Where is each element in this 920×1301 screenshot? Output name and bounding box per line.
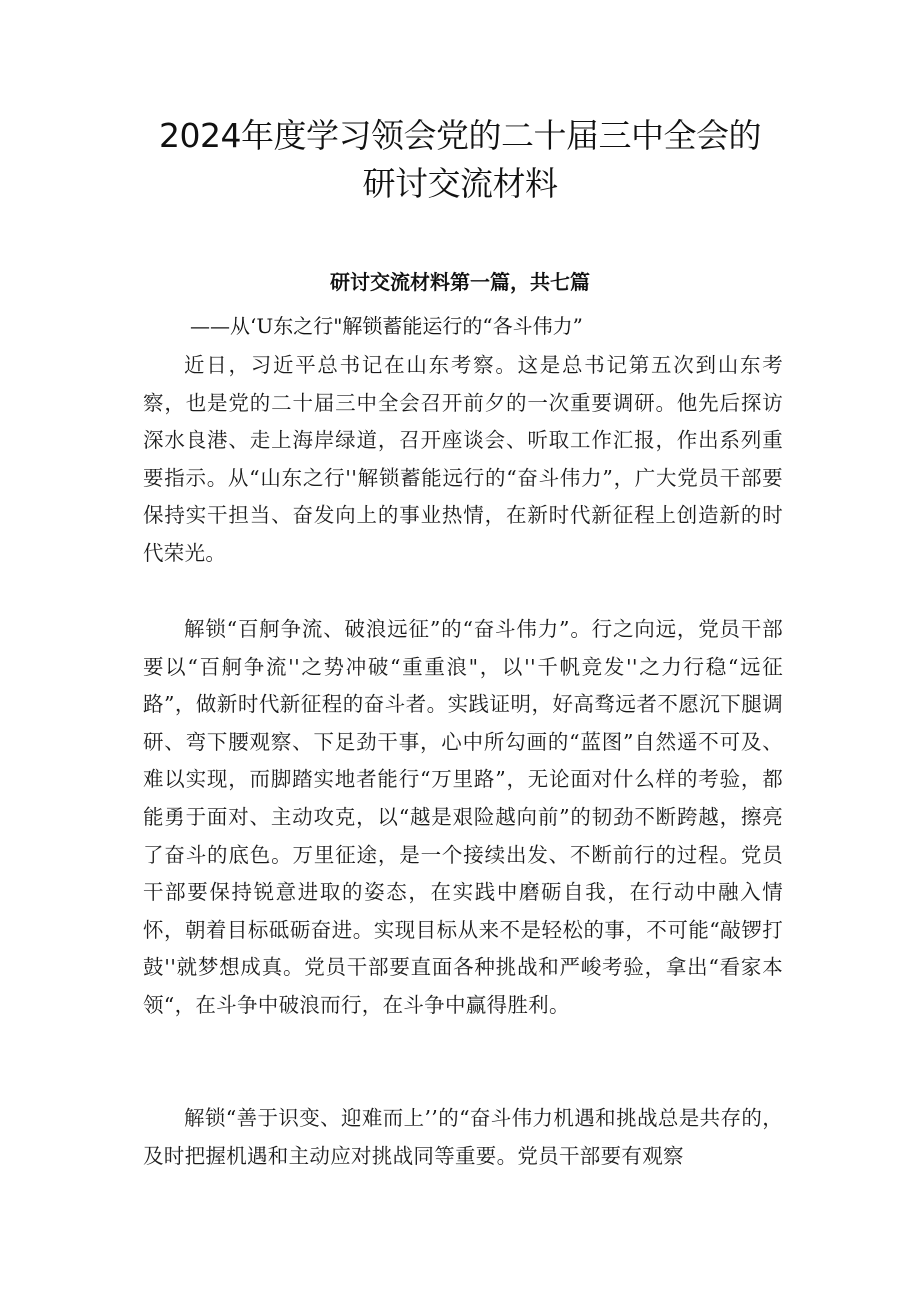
document-title-line-1: 2024年度学习领会党的二十届三中全会的 [159, 116, 761, 155]
article-subtitle: ——从‘U东之行"解锁蓄能运行的“各斗伟力” [190, 314, 583, 338]
document-title-line-2: 研讨交流材料 [362, 164, 558, 203]
body-paragraph-2: 解锁“百舸争流、破浪远征”的“奋斗伟力”。行之向远，党员干部要以“百舸争流''之势冲破“重重浪"，以''千帆竞发''之力行稳“远征路”，做新时代新征程的奋斗者。实践证明，好高骛远者不愿沉下腿调研、弯下腰观察、下足劲干事，心中所勾画的“蓝图”自然遥不可及、难以实现，而脚踏实地者能行“万里路”，无论面对什么样的考验，都能勇于面对、主动攻克，以“越是艰险越向前”的韧劲不断跨越，擦亮了奋斗的底色。万里征途，是一个接续出发、不断前行的过程。党员干部要保持锐意进取的姿态，在实践中磨砺自我，在行动中融入情怀，朝着目标砥砺奋进。实现目标从来不是轻松的事，不可能“敲锣打鼓''就梦想成真。党员干部要直面各种挑战和严峻考验，拿出“看家本领“，在斗争中破浪而行，在斗争中赢得胜利。 [143, 617, 783, 1017]
section-subheading: 研讨交流材料第一篇，共七篇 [330, 270, 590, 294]
body-paragraph-3: 解锁“善于识变、迎难而上’’的“奋斗伟力机遇和挑战总是共存的，及时把握机遇和主动应对挑战同等重要。党员干部要有观察 [143, 1106, 783, 1168]
body-paragraph-1: 近日，习近平总书记在山东考察。这是总书记第五次到山东考察，也是党的二十届三中全会召开前夕的一次重要调研。他先后探访深水良港、走上海岸绿道，召开座谈会、听取工作汇报，作出系列重要指示。从“山东之行''解锁蓄能远行的“奋斗伟力”，广大党员干部要保持实干担当、奋发向上的事业热情，在新时代新征程上创造新的时代荣光。 [143, 353, 783, 565]
